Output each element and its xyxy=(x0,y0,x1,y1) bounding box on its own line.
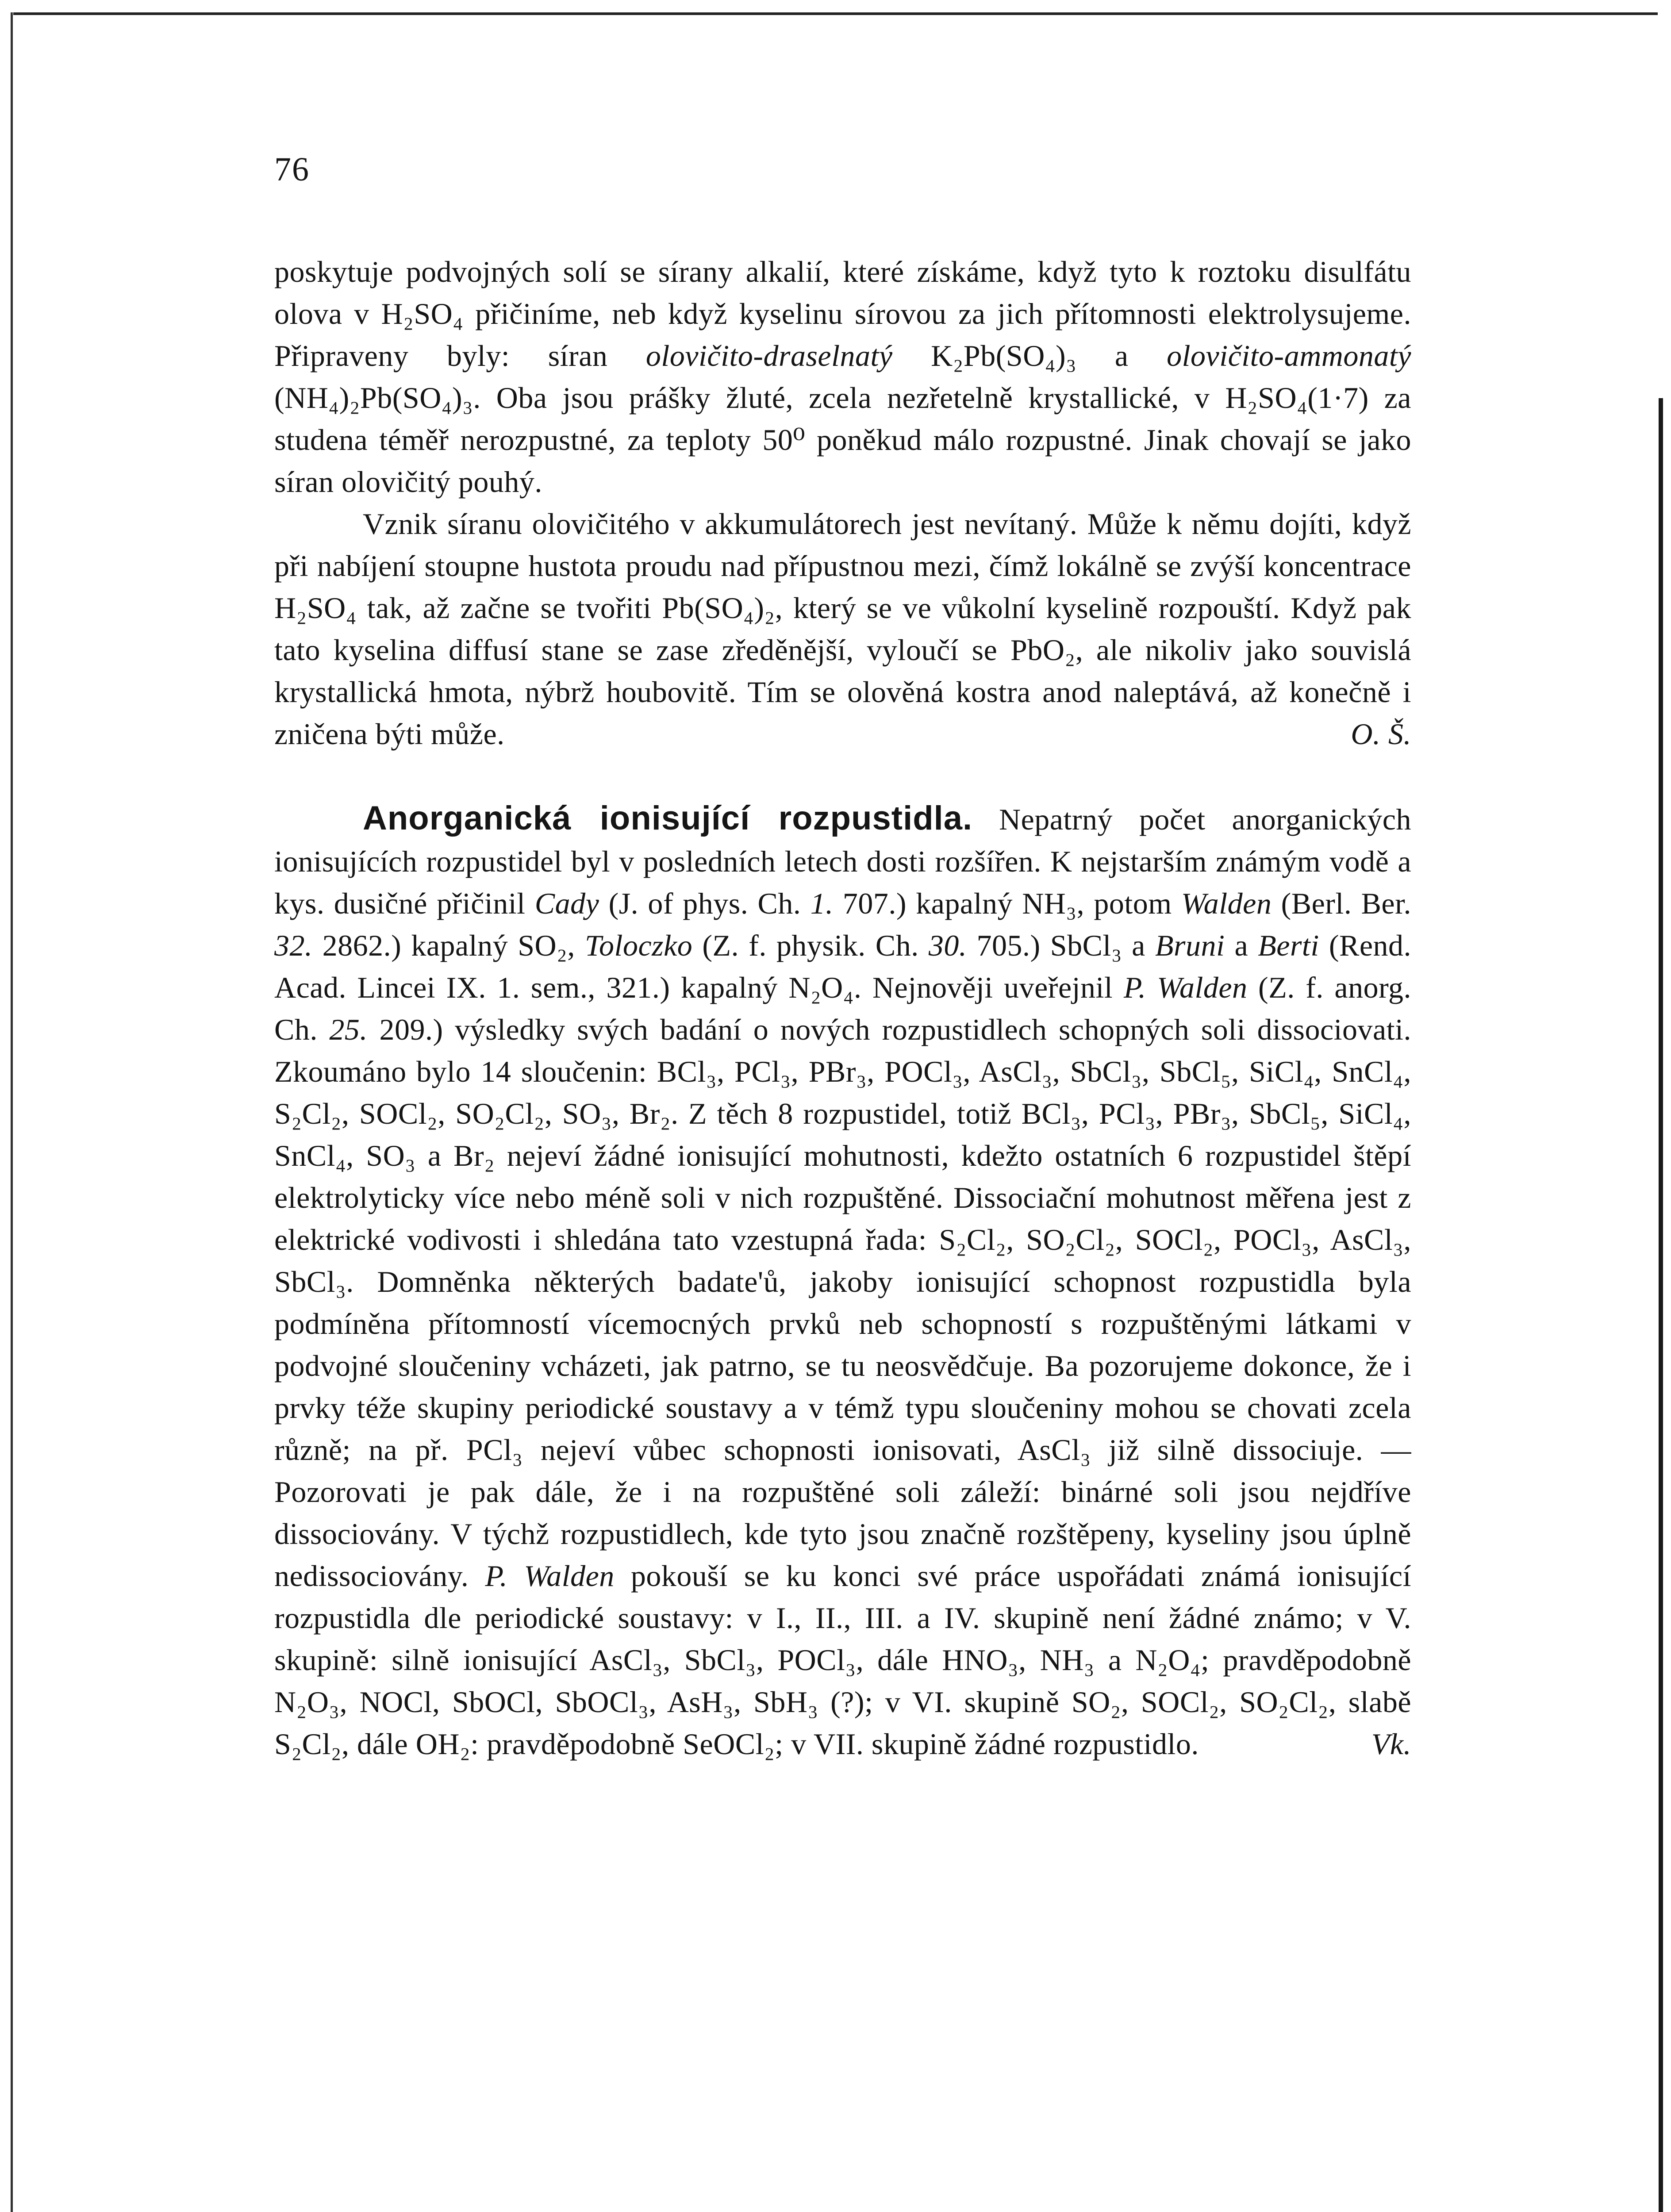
section-title: Anorganická ionisující rozpustidla. xyxy=(363,799,973,837)
text-run: a xyxy=(1225,929,1258,962)
text-run: , xyxy=(567,929,585,962)
text-run: , potom xyxy=(1076,887,1181,920)
text-run: Vznik síranu olovičitého v akkumulátorech jest nevítaný. Může k němu dojíti, když při nabíjení stoupne hustota proudu nad přípustnou mezi, čímž lokálně se zvýší koncentrace xyxy=(274,507,1411,583)
text-run: (Berl. Ber. xyxy=(1271,887,1411,920)
text-run: 209.) výsledky svých badání o nových rozpustidlech schopných soli dissociovati. Zkoumáno bylo 14 sloučenin: BCl₃, PCl₃, PBr₃, POCl₃, AsCl₃, SbCl₃, SbCl₅, SiCl₄, SnCl₄, S₂Cl₂, SOCl₂, SO₂Cl₂, SO₃, Br₂. Z těch 8 rozpustidel, totiž BCl₃, PCl₃, PBr₃, SbCl₅, SiCl₄, SnCl₄, SO₃ a Br₂ nejeví žádné ionisující mohutnosti, kdežto ostatních 6 rozpustidel štěpí elektrolyticky více nebo méně soli v nich rozpuštěné. Dissociační mohutnost měřena jest z elektrické vodivosti i shledána tato vzestupná řada: S₂Cl₂, SO₂Cl₂, SOCl₂, POCl₃, AsCl₃, SbCl₃. Domněnka některých badate'ů, jakoby ionisující schopnost rozpustidla byla podmíněna přítomností vícemocných prvků neb schopností s rozpuštěnými látkami v podvojné sloučeniny vcházeti, jak patrno, se tu neosvědčuje. Ba pozorujeme dokonce, že i prvky téže skupiny periodické soustavy a v témž typu sloučeniny mohou se chovati zcela různě; na př. PCl₃ nejeví vůbec schopnosti ionisovati, AsCl₃ již silně dissociuje. — Pozorovati je pak dále, že i na rozpuštěné soli záleží: binárné soli jsou nejdříve dissociovány. V týchž rozpustidlech, kde tyto jsou značně rozštěpeny, kyseliny jsou úplně nedissociovány. xyxy=(274,1013,1412,1593)
formula: H₂SO₄(1·7) xyxy=(1225,381,1369,415)
text-run: (Rend. Acad. Lincei IX. 1. sem., 321.) kapalný xyxy=(274,929,1412,1004)
page-content xyxy=(274,150,1411,1765)
author-name: P. Walden xyxy=(1123,971,1248,1004)
author-name: Cady xyxy=(534,887,599,920)
text-run: a xyxy=(1076,339,1167,373)
text-run: poskytuje podvojných solí se sírany alkalií, které získáme, když tyto k roztoku disulfátu olova v xyxy=(274,255,1411,330)
text-run: . Nejnověji uveřejnil xyxy=(853,971,1124,1004)
formula: PbO₂ xyxy=(1010,633,1076,667)
formula: N₂O₄ xyxy=(788,971,854,1004)
author-name: Bruni xyxy=(1155,929,1225,962)
formula: H₂SO₄ xyxy=(381,297,464,330)
volume-number: 32. xyxy=(274,929,313,962)
text-run: 707.) kapalný xyxy=(833,887,1022,920)
author-name: Berti xyxy=(1258,929,1319,962)
text-run: Nepatrný počet anorganických ionisujících rozpustidel byl v posledních letech dosti rozšířen. K nejstarším známým vodě a kys. dusičné přičinil xyxy=(274,803,1411,920)
scan-border-top xyxy=(13,12,1658,15)
text-run: tak, až začne se tvořiti xyxy=(356,591,662,625)
page-number: 76 xyxy=(274,151,310,188)
paragraph-intro xyxy=(274,251,1411,503)
formula: SO₂ xyxy=(518,929,568,962)
formula: H₂SO₄ xyxy=(274,591,357,625)
formula: NH₃ xyxy=(1022,887,1077,920)
volume-number: 30. xyxy=(928,929,967,962)
text-run: a xyxy=(1122,929,1155,962)
volume-number: 25. xyxy=(329,1013,368,1046)
text-run: . Oba jsou prášky žluté, zcela nezřetelně krystallické, v xyxy=(473,381,1225,415)
text-run: přičiníme, neb když kyselinu sírovou za jich přítomnosti elektrolysujeme. Připraveny byly: síran xyxy=(274,297,1411,373)
text-run: (J. of phys. Ch. xyxy=(599,887,811,920)
compound-name: olovičito-ammonatý xyxy=(1167,339,1411,373)
text-run: pokouší se ku konci své práce uspořádati známá ionisující rozpustidla dle periodické soustavy: v I., II., III. a IV. skupině není žádné známo; v V. skupině: silně ionisující AsCl₃, SbCl₃, POCl₃, dále HNO₃, NH₃ a N₂O₄; pravděpodobně N₂O₃, NOCl, SbOCl, SbOCl₃, AsH₃, SbH₃ (?); v VI. skupině SO₂, SOCl₂, SO₂Cl₂, slabě S₂Cl₂, dále OH₂: pravděpodobně SeOCl₂; v VII. skupině žádné rozpustidlo. xyxy=(274,1559,1411,1761)
paragraph-ionizing-solvents xyxy=(274,797,1411,1765)
scan-border-left xyxy=(11,12,13,2212)
text-run: 2862.) kapalný xyxy=(312,929,518,962)
author-signature: Vk. xyxy=(1371,1727,1411,1761)
formula: SbCl₃ xyxy=(1050,929,1122,962)
scan-border-right xyxy=(1659,398,1663,2212)
formula: Pb(SO₄)₂ xyxy=(662,591,775,625)
author-name: Toloczko xyxy=(584,929,693,962)
author-signature: O. Š. xyxy=(1351,717,1411,751)
text-run: , ale nikoliv jako souvislá krystallická hmota, nýbrž houbovitě. Tím se olověná kostra anod naleptává, až konečně i zničena býti může. xyxy=(274,633,1411,751)
text-run: za studena téměř nerozpustné, za teploty 50⁰ poněkud málo rozpustné. Jinak chovají se jako síran olovičitý pouhý. xyxy=(274,381,1411,499)
author-name: Walden xyxy=(1181,887,1272,920)
formula: K₂Pb(SO₄)₃ xyxy=(931,339,1077,373)
text-run: (Z. f. anorg. Ch. xyxy=(274,971,1411,1046)
text-run: 705.) xyxy=(967,929,1050,962)
formula: (NH₄)₂Pb(SO₄)₃ xyxy=(274,381,473,415)
compound-name: olovičito-draselnatý xyxy=(645,339,893,373)
text-run: , který se ve vůkolní kyselině rozpouští. Když pak tato kyselina diffusí stane se zase zředěnější, vyloučí se xyxy=(274,591,1411,667)
paragraph-accumulators xyxy=(274,503,1411,755)
author-name: P. Walden xyxy=(485,1559,615,1593)
text-run: (Z. f. physik. Ch. xyxy=(692,929,929,962)
volume-number: 1. xyxy=(810,887,834,920)
